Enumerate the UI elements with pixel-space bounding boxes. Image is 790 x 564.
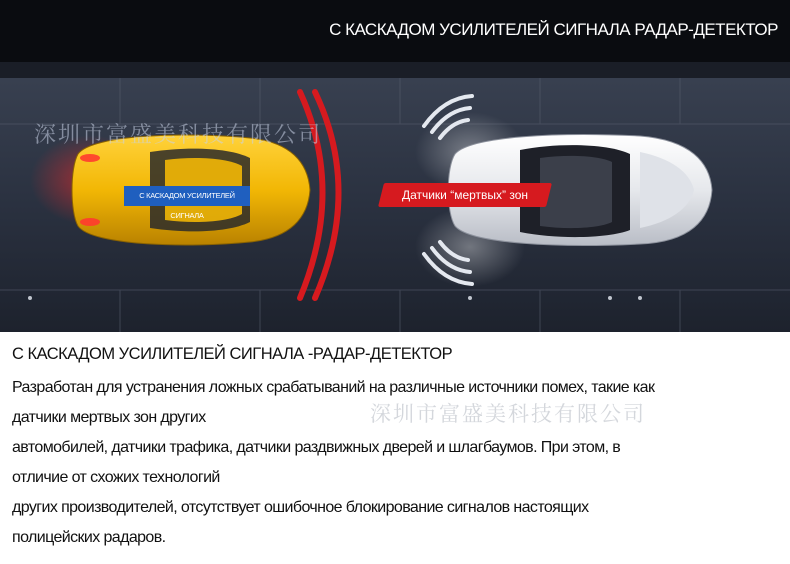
- badge-label: Датчики “мертвых” зон: [401, 188, 529, 202]
- section-heading: С КАСКАДОМ УСИЛИТЕЛЕЙ СИГНАЛА -РАДАР-ДЕТЕКТОР: [12, 345, 453, 363]
- description-line: отличие от схожих технологий: [12, 469, 220, 486]
- car-label: С КАСКАДОМ УСИЛИТЕЛЕЙ СИГНАЛА: [124, 186, 250, 206]
- watermark-top: 深圳市富盛美科技有限公司: [34, 123, 323, 148]
- description-line: Разработан для устранения ложных срабатываний на различные источники помех, такие как: [12, 379, 655, 396]
- blind-spot-badge: [381, 183, 549, 207]
- parking-scene: [0, 62, 790, 332]
- description-section: [12, 344, 782, 553]
- description-line: полицейских радаров.: [12, 529, 166, 546]
- description-line: датчики мертвых зон других: [12, 409, 206, 426]
- description-line: других производителей, отсутствует ошибочное блокирование сигналов настоящих: [12, 499, 589, 516]
- banner-title: С КАСКАДОМ УСИЛИТЕЛЕЙ СИГНАЛА РАДАР-ДЕТЕКТОР: [329, 20, 778, 39]
- top-banner: [0, 0, 790, 62]
- building-edge: [0, 62, 790, 78]
- description-line: автомобилей, датчики трафика, датчики раздвижных дверей и шлагбаумов. При этом, в: [12, 439, 621, 456]
- watermark-bottom: 深圳市富盛美科技有限公司: [370, 402, 646, 426]
